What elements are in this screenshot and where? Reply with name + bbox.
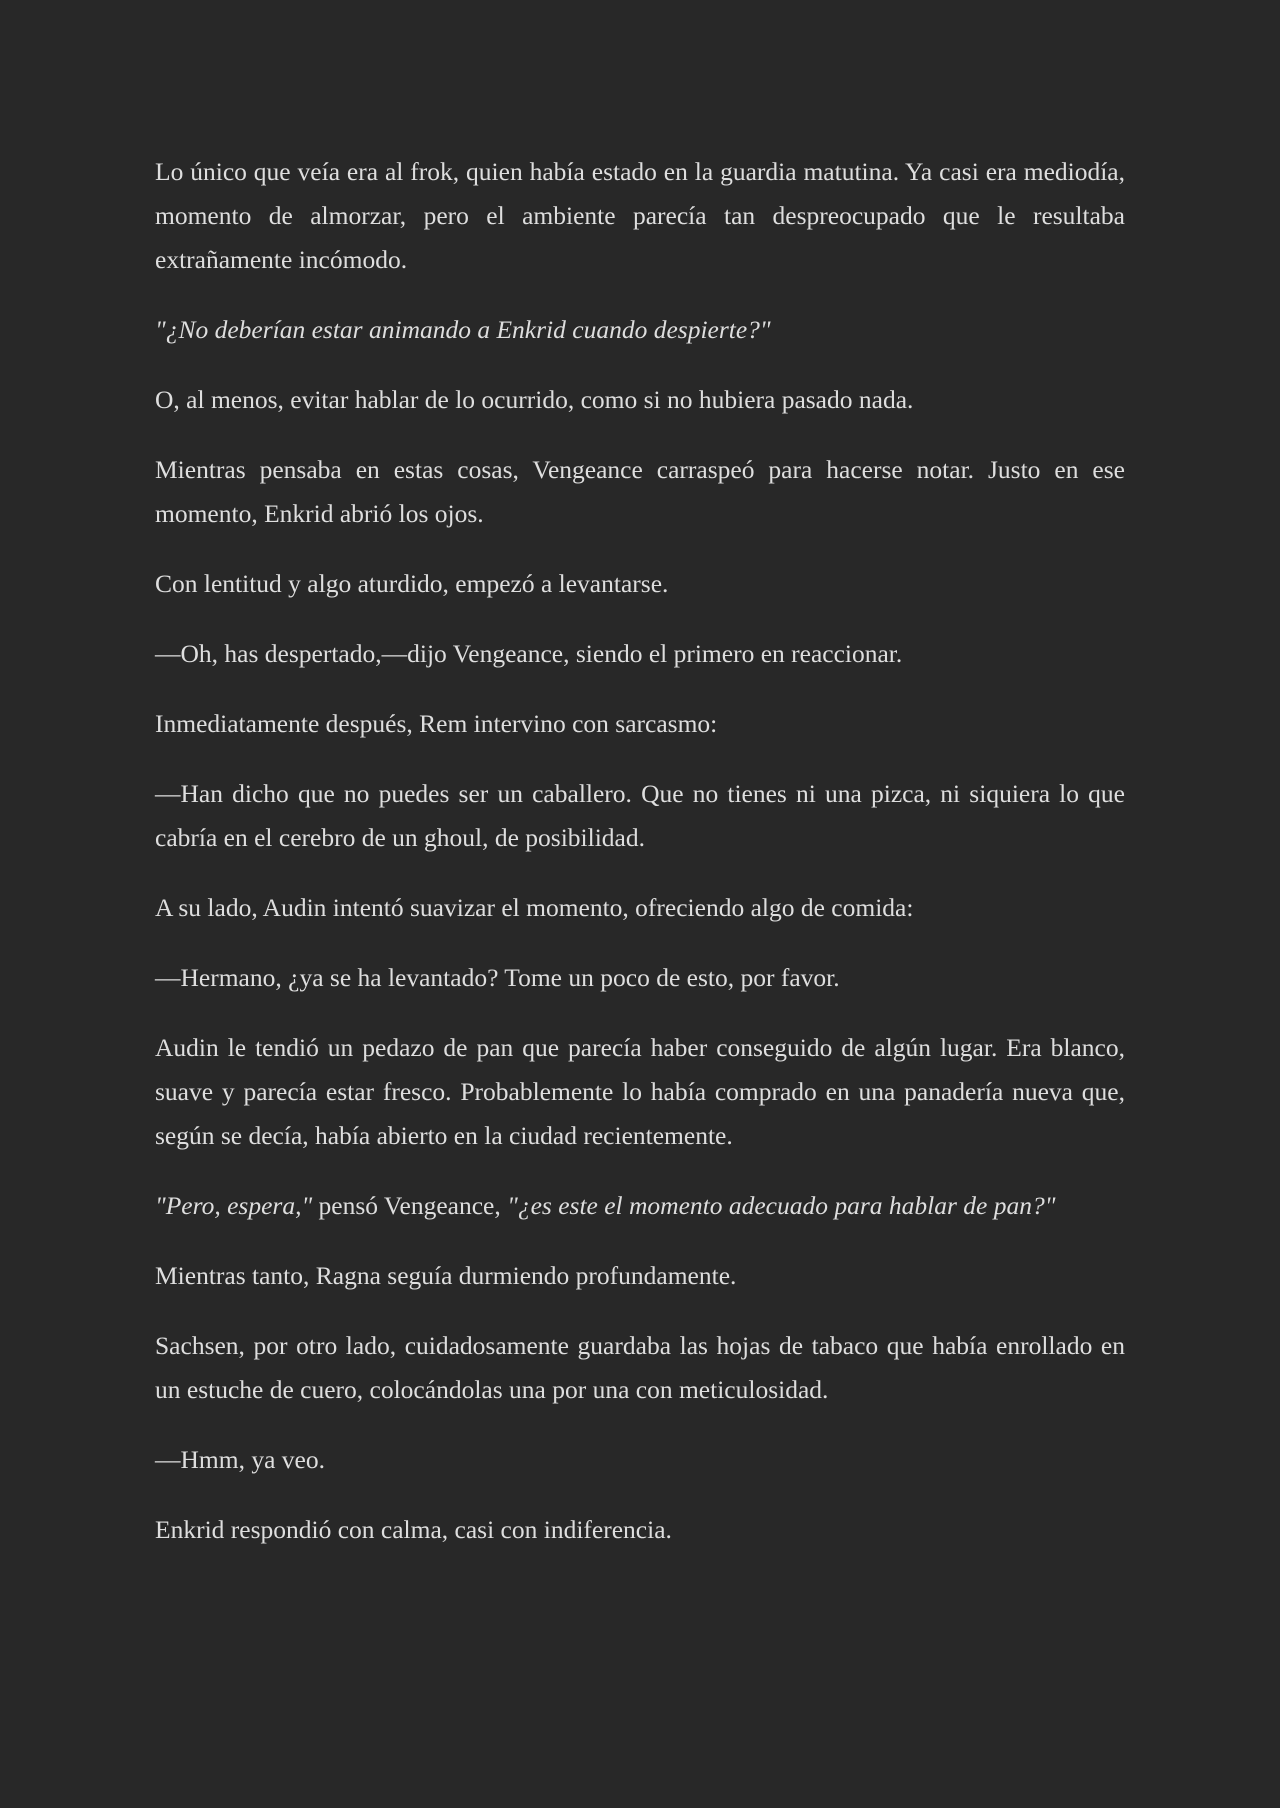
paragraph-narration: Lo único que veía era al frok, quien había estado en la guardia matutina. Ya casi era mediodía, momento de almorzar, pero el ambiente parecía tan despreocupado que le resultaba extrañamente incómodo. <box>155 157 1125 274</box>
chapter-text <box>155 150 1125 1552</box>
paragraph-narration: Mientras tanto, Ragna seguía durmiendo profundamente. <box>155 1261 737 1290</box>
paragraph-thought: "¿No deberían estar animando a Enkrid cuando despierte?" <box>155 315 771 344</box>
paragraph-dialogue: —Hermano, ¿ya se ha levantado? Tome un poco de esto, por favor. <box>155 963 840 992</box>
paragraph-narration: Sachsen, por otro lado, cuidadosamente guardaba las hojas de tabaco que había enrollado en un estuche de cuero, colocándolas una por una con meticulosidad. <box>155 1331 1125 1404</box>
paragraph-dialogue: —Han dicho que no puedes ser un caballero. Que no tienes ni una pizca, ni siquiera lo que cabría en el cerebro de un ghoul, de posibilidad. <box>155 779 1125 852</box>
paragraph-narration: O, al menos, evitar hablar de lo ocurrido, como si no hubiera pasado nada. <box>155 385 914 414</box>
paragraph-dialogue: —Oh, has despertado,—dijo Vengeance, siendo el primero en reaccionar. <box>155 639 903 668</box>
paragraph-narration: Enkrid respondió con calma, casi con indiferencia. <box>155 1515 672 1544</box>
paragraph-narration: A su lado, Audin intentó suavizar el momento, ofreciendo algo de comida: <box>155 893 914 922</box>
paragraph-dialogue: —Hmm, ya veo. <box>155 1445 325 1474</box>
thought-fragment: "Pero, espera," <box>155 1191 313 1220</box>
paragraph-mixed-thought <box>155 1184 1125 1228</box>
narration-fragment: pensó Vengeance, <box>312 1191 508 1220</box>
paragraph-narration: Con lentitud y algo aturdido, empezó a levantarse. <box>155 569 669 598</box>
paragraph-narration: Audin le tendió un pedazo de pan que parecía haber conseguido de algún lugar. Era blanco, suave y parecía estar fresco. Probablemente lo había comprado en una panadería nueva que, según se decía, había abierto en la ciudad recientemente. <box>155 1033 1125 1150</box>
paragraph-narration: Inmediatamente después, Rem intervino con sarcasmo: <box>155 709 718 738</box>
paragraph-narration: Mientras pensaba en estas cosas, Vengeance carraspeó para hacerse notar. Justo en ese momento, Enkrid abrió los ojos. <box>155 455 1125 528</box>
thought-fragment: "¿es este el momento adecuado para hablar de pan?" <box>507 1191 1056 1220</box>
